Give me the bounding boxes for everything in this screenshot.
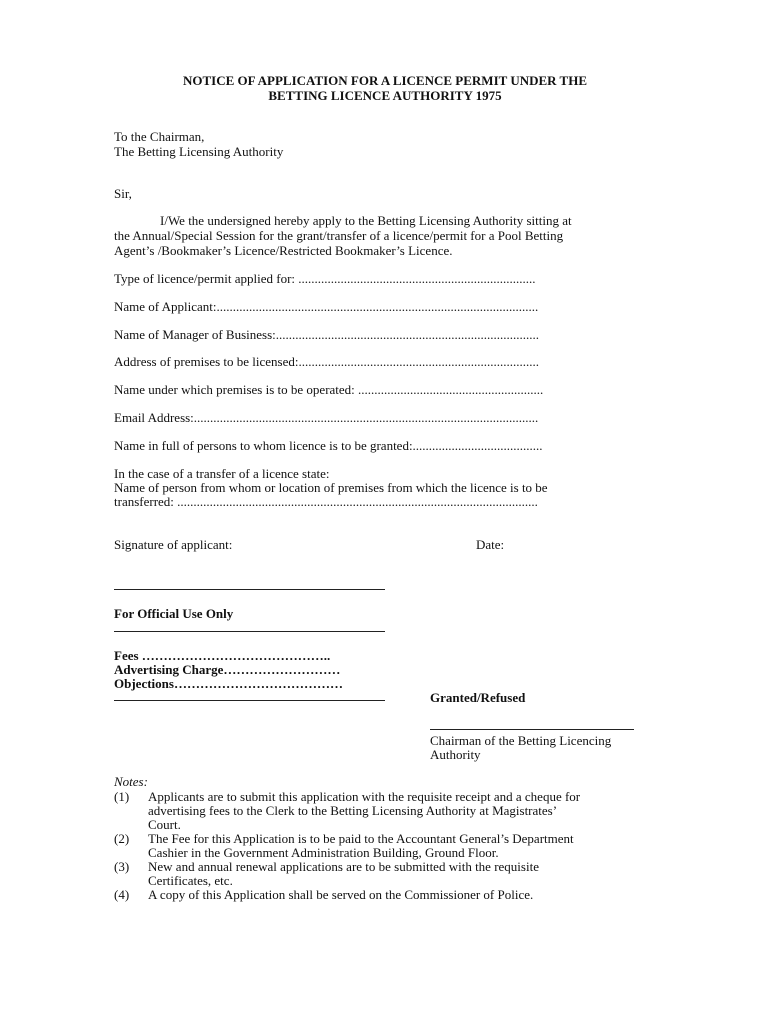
- official-use-divider: [114, 631, 385, 632]
- addressee-line-2: The Betting Licensing Authority: [114, 144, 284, 159]
- transfer-line-1: In the case of a transfer of a licence state:: [114, 466, 330, 481]
- official-use-bottom-rule: [114, 700, 385, 701]
- signature-line[interactable]: [114, 589, 385, 590]
- field-premises-address[interactable]: Address of premises to be licensed:..........................................................................: [114, 354, 539, 369]
- notes-heading: Notes:: [114, 774, 148, 789]
- title-line-1: NOTICE OF APPLICATION FOR A LICENCE PERMIT UNDER THE: [182, 73, 588, 88]
- date-label: Date:: [476, 537, 505, 552]
- note-number: (3): [114, 859, 130, 874]
- chairman-line-2: Authority: [430, 747, 481, 762]
- chairman-line-1: Chairman of the Betting Licencing: [430, 733, 612, 748]
- field-transferred-from[interactable]: transferred: ...............................................................................................................: [114, 494, 538, 509]
- chairman-signature-line[interactable]: [430, 729, 634, 730]
- note-text: Cashier in the Government Administration Building, Ground Floor.: [148, 845, 499, 860]
- objections-field[interactable]: Objections…………………………………: [114, 676, 343, 691]
- note-text: Certificates, etc.: [148, 873, 233, 888]
- field-manager-name[interactable]: Name of Manager of Business:.................................................................................: [114, 327, 539, 342]
- note-text: Court.: [148, 817, 181, 832]
- title-line-2: BETTING LICENCE AUTHORITY 1975: [268, 88, 502, 103]
- addressee-line-1: To the Chairman,: [114, 129, 205, 144]
- note-text: A copy of this Application shall be served on the Commissioner of Police.: [148, 887, 534, 902]
- field-applicant-name[interactable]: Name of Applicant:...................................................................................................: [114, 299, 539, 314]
- official-use-heading: For Official Use Only: [114, 606, 234, 621]
- intro-line-2: the Annual/Special Session for the grant/transfer of a licence/permit for a Pool Betting: [114, 228, 564, 243]
- granted-refused: Granted/Refused: [430, 690, 526, 705]
- field-licensee-names[interactable]: Name in full of persons to whom licence is to be granted:........................................: [114, 438, 543, 453]
- note-text: advertising fees to the Clerk to the Betting Licensing Authority at Magistrates’: [148, 803, 558, 818]
- note-text: The Fee for this Application is to be paid to the Accountant General’s Department: [148, 831, 574, 846]
- intro-line-3: Agent’s /Bookmaker’s Licence/Restricted Bookmaker’s Licence.: [114, 243, 453, 258]
- fees-field[interactable]: Fees ……………………………………..: [114, 648, 331, 663]
- transfer-line-2: Name of person from whom or location of premises from which the licence is to be: [114, 480, 548, 495]
- field-email[interactable]: Email Address:..........................................................................................................: [114, 410, 539, 425]
- note-text: New and annual renewal applications are to be submitted with the requisite: [148, 859, 539, 874]
- note-number: (4): [114, 887, 130, 902]
- note-text: Applicants are to submit this application with the requisite receipt and a cheque for: [148, 789, 581, 804]
- salutation: Sir,: [114, 186, 132, 201]
- signature-label: Signature of applicant:: [114, 537, 233, 552]
- note-number: (2): [114, 831, 130, 846]
- field-operating-name[interactable]: Name under which premises is to be operated: .........................................................: [114, 382, 544, 397]
- intro-line-1: I/We the undersigned hereby apply to the Betting Licensing Authority sitting at: [160, 213, 572, 228]
- advertising-charge-field[interactable]: Advertising Charge………………………: [114, 662, 341, 677]
- note-number: (1): [114, 789, 130, 804]
- field-licence-type[interactable]: Type of licence/permit applied for: .........................................................................: [114, 271, 536, 286]
